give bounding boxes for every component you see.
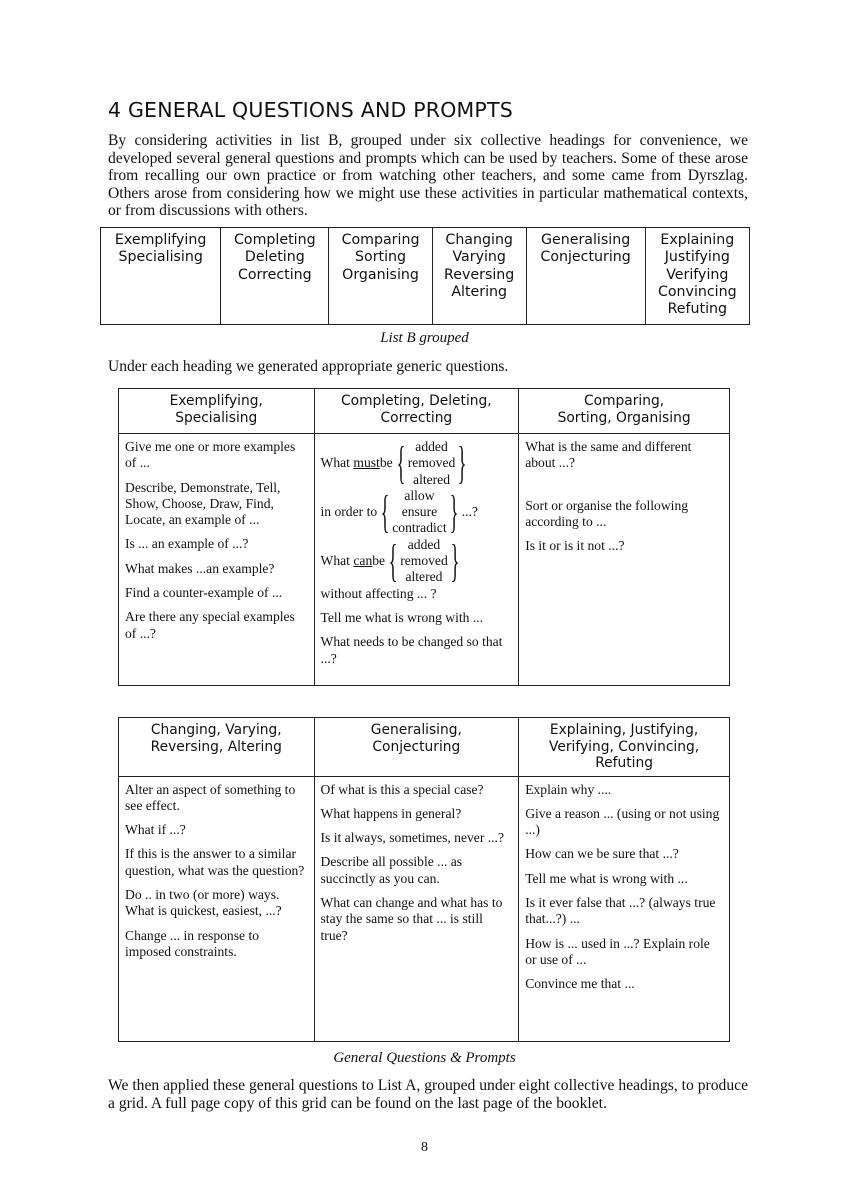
list-b-word: Conjecturing	[540, 249, 631, 266]
header-line: Verifying, Convincing,	[549, 738, 700, 755]
header-line: Specialising	[175, 409, 258, 426]
must-be-bracket	[321, 439, 513, 488]
questions-caption: General Questions & Prompts	[333, 1050, 516, 1066]
questions-table-1	[118, 388, 730, 686]
header-line: Conjecturing	[372, 738, 461, 755]
header-line: Refuting	[595, 755, 653, 771]
exemplifying-questions	[119, 434, 315, 686]
prompt-item: What is the same and different about ...?	[525, 439, 692, 471]
option: added	[415, 439, 448, 454]
prompt-item: Convince me that ...	[525, 976, 635, 992]
can-be: be	[372, 553, 386, 569]
list-b-column	[526, 228, 645, 325]
right-brace: }	[449, 486, 459, 538]
prompt-item: What can change and what has to stay the same so that ... is still true?	[320, 894, 503, 943]
left-brace: {	[388, 535, 398, 587]
completing-questions	[314, 434, 519, 686]
list-b-word: Organising	[342, 266, 419, 283]
questions-table-1-header	[119, 389, 730, 434]
list-b-word: Explaining	[660, 232, 735, 248]
list-b-column	[101, 228, 221, 325]
in-order-to-bracket	[321, 488, 513, 537]
list-b-row	[101, 228, 750, 325]
list-b-caption: List B grouped	[380, 330, 469, 346]
list-b-word: Verifying	[666, 266, 729, 283]
page-number: 8	[421, 1140, 428, 1155]
without-affecting: without affecting ... ?	[320, 585, 437, 601]
list-b-word: Exemplifying	[114, 232, 207, 248]
explaining-questions	[519, 776, 730, 1041]
can-be-bracket	[321, 537, 513, 586]
prompt-item: How is ... used in ...? Explain role or use of ...	[525, 935, 710, 967]
option: altered	[405, 569, 443, 585]
header-line: Sorting, Organising	[557, 409, 691, 426]
prompt-item: How can we be sure that ...?	[525, 846, 679, 862]
list-b-column	[645, 228, 749, 325]
must-word: must	[353, 455, 380, 471]
under-heading-text: Under each heading we generated appropriate generic questions.	[108, 358, 509, 375]
header-line: Exemplifying,	[169, 393, 263, 409]
questions-table-1-body	[119, 434, 730, 686]
option: altered	[413, 471, 451, 487]
list-b-word: Specialising	[118, 249, 203, 266]
left-brace: {	[380, 486, 390, 538]
column-header	[314, 389, 519, 434]
column-header	[519, 389, 730, 434]
questions-table-2	[118, 717, 730, 1042]
header-line: Completing, Deleting,	[341, 393, 492, 409]
prompt-item: Alter an aspect of something to see effect.	[125, 781, 296, 813]
list-b-word: Refuting	[667, 301, 728, 318]
can-word: can	[353, 553, 373, 569]
prompt-item: Explain why ....	[525, 781, 612, 797]
right-brace: }	[450, 535, 460, 587]
list-b-word: Comparing	[341, 232, 420, 248]
can-options	[400, 537, 448, 586]
column-header	[519, 718, 730, 777]
header-line: Explaining, Justifying,	[549, 722, 699, 738]
generalising-questions	[314, 776, 519, 1041]
prompt-item: Are there any special examples of ...?	[125, 609, 295, 641]
column-header	[314, 718, 519, 777]
prompt-item: Is it or is it not ...?	[525, 538, 625, 554]
prompt-item: Do .. in two (or more) ways. What is quickest, easiest, ...?	[125, 886, 282, 919]
option: removed	[407, 455, 456, 471]
prompt-item: Change ... in response to imposed constraints.	[125, 927, 260, 959]
prompt-item: Sort or organise the following according to ...	[525, 497, 689, 529]
list-b-word: Changing	[445, 232, 513, 248]
left-brace: {	[396, 437, 406, 489]
list-b-word: Altering	[451, 283, 508, 300]
prompt-item: If this is the answer to a similar question, what was the question?	[125, 846, 305, 878]
prompt-item: Of what is this a special case?	[320, 781, 484, 797]
list-b-column	[329, 228, 432, 325]
option: allow	[404, 487, 435, 503]
purpose-options	[392, 488, 446, 537]
list-b-word: Convincing	[657, 283, 737, 300]
in-order-to: in order to	[320, 504, 378, 520]
list-b-word: Varying	[452, 249, 506, 266]
list-b-column	[432, 228, 526, 325]
comparing-questions	[519, 434, 730, 686]
section-heading: 4 GENERAL QUESTIONS AND PROMPTS	[108, 98, 513, 122]
list-b-column	[221, 228, 329, 325]
questions-table-2-body	[119, 776, 730, 1041]
prompt-item: Find a counter-example of ...	[125, 585, 283, 601]
list-b-table	[100, 227, 750, 325]
must-be: be	[379, 455, 393, 471]
outro-paragraph: We then applied these general questions to List A, grouped under eight collective headings, to produce a grid. A full page copy of this grid can be found on the last page of the booklet.	[108, 1077, 748, 1112]
list-b-word: Reversing	[444, 266, 515, 283]
header-line: Correcting	[380, 409, 453, 426]
header-line: Changing, Varying,	[150, 722, 282, 738]
prompt-item: What if ...?	[125, 822, 186, 838]
list-b-word: Deleting	[244, 249, 305, 266]
questions-table-2-header	[119, 718, 730, 777]
prompt-item: Is it always, sometimes, never ...?	[320, 830, 504, 846]
intro-paragraph: By considering activities in list B, grouped under six collective headings for convenience, we developed several general questions and prompts which can be used by teachers. Some of these arose from recalling our own practice or from watching other teachers, and some came from Dyrszlag. Others arose from considering how we might use these activities in particular mathematical contexts, or from discussions with others.	[108, 132, 748, 220]
list-b-word: Sorting	[355, 249, 407, 266]
prompt-item: Is it ever false that ...? (always true that...?) ...	[525, 894, 716, 927]
option: contradict	[392, 520, 447, 536]
header-line: Generalising,	[370, 722, 462, 738]
prompt-item: Tell me what is wrong with ...	[525, 870, 688, 886]
list-b-word: Justifying	[664, 249, 730, 266]
list-b-word: Generalising	[541, 232, 631, 248]
column-header	[119, 718, 315, 777]
prompt-item: What makes ...an example?	[125, 560, 275, 576]
prompt-item: Give me one or more examples of ...	[125, 439, 296, 471]
option: ensure	[401, 504, 438, 520]
header-line: Comparing,	[584, 393, 665, 409]
ellipsis-question: ...?	[461, 504, 478, 520]
option: removed	[400, 553, 448, 569]
prompt-item: Describe, Demonstrate, Tell, Show, Choose, Draw, Find, Locate, an example of ...	[125, 479, 281, 528]
what-needs-change: What needs to be changed so that ...?	[320, 634, 503, 666]
must-prefix: What	[320, 455, 350, 471]
column-header	[119, 389, 315, 434]
must-options	[408, 439, 456, 488]
list-b-word: Completing	[234, 232, 316, 248]
changing-questions	[119, 776, 315, 1041]
prompt-item: Give a reason ... (using or not using ...)	[525, 805, 720, 838]
prompt-item: Describe all possible ... as succinctly as you can.	[320, 854, 463, 886]
option: added	[407, 536, 441, 552]
prompt-item: What happens in general?	[320, 805, 462, 821]
prompt-item: Is ... an example of ...?	[125, 536, 249, 552]
can-prefix: What	[320, 553, 350, 569]
list-b-word: Correcting	[237, 266, 312, 283]
right-brace: }	[457, 437, 467, 489]
what-is-wrong: Tell me what is wrong with ...	[320, 609, 484, 625]
header-line: Reversing, Altering	[150, 738, 282, 755]
